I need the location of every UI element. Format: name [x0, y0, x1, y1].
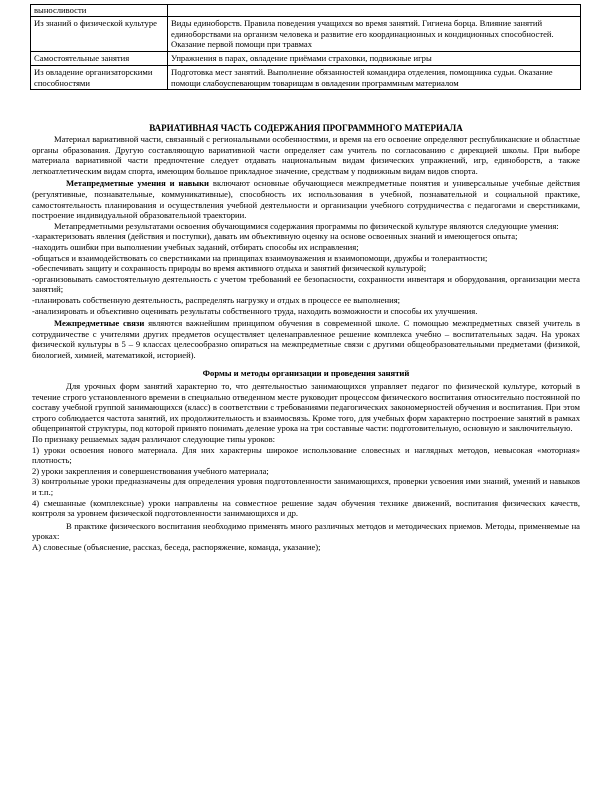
table-row [31, 17, 581, 52]
list-item: -организовывать самостоятельную деятельность с учетом требований ее безопасности, сохранности инвентаря и оборудования, организации места занятий; [32, 273, 580, 295]
list-item: 1) уроки освоения нового материала. Для них характерны широкое использование словесных и наглядных методов, невысокая «моторная» плотность; [32, 444, 580, 466]
list-item: -находить ошибки при выполнении учебных заданий, отбирать способы их исправления; [32, 241, 359, 252]
meta-skills-text: включают основные обучающиеся межпредметные понятия и универсальные учебные действия (регулятивные, познавательные, коммуникативные), способность их использования в учебной, познавательной и социальной практике, самостоятельность планирования и осуществления учебной деятельности и организации учебного сотрудничества с педагогами и сверстниками, построение индивидуальной образовательной траектории. [32, 178, 580, 221]
section-title: ВАРИАТИВНАЯ ЧАСТЬ СОДЕРЖАНИЯ ПРОГРАММНОГО МАТЕРИАЛА [149, 123, 463, 133]
list-item: -планировать собственную деятельность, распределять нагрузку и отдых в процессе ее выполнения; [32, 294, 401, 305]
section-cell: Из овладение организаторскими способностями [31, 65, 168, 89]
lesson-types-lead: По признаку решаемых задач различают следующие типы уроков: [32, 434, 276, 445]
program-content-table [30, 4, 581, 90]
list-item: -обеспечивать защиту и сохранность природы во время активного отдыха и занятий физической культурой; [32, 263, 427, 274]
methods-lead: В практике физического воспитания необходимо применять много различных методов и методических приемов. Методы, применяемые на уроках: [32, 520, 580, 542]
links-term: Межпредметные связи [54, 318, 145, 329]
section-cell: Из знаний о физической культуре [31, 17, 168, 52]
meta-results-lead: Метапредметными результатами освоения обучающимися содержания программы по физической культуре являются следующие умения: [54, 220, 559, 231]
list-item: -общаться и взаимодействовать со сверстниками на принципах взаимоуважения и взаимопомощи, дружбы и толерантности; [32, 252, 488, 263]
content-cell: Упражнения в парах, овладение приёмами страховки, подвижные игры [168, 52, 581, 66]
list-item: 4) смешанные (комплексные) уроки направлены на совместное решение задач обучения технике движений, воспитания физических качеств, контроля за уровнем физической подготовленности занимающихся и др. [32, 497, 580, 519]
table-row [31, 65, 581, 89]
meta-skills-term: Метапредметные умения и навыки [66, 178, 209, 189]
content-cell: Виды единоборств. Правила поведения учащихся во время занятий. Гигиена борца. Влияние занятий единоборствами на организм человека и развитие его координационных и кондиционных способностей. Оказание первой помощи при травмах [168, 17, 581, 52]
forms-paragraph: Для урочных форм занятий характерно то, что деятельностью занимающихся управляет педагог по физической культуре, который в течение строго установленного времени в специально отведенном месте руководит процессом физического воспитания относительно постоянной по составу учебной группой занимающихся (класс) в соответствии с требованиями педагогических закономерностей обучения и воспитания. При этом строго соблюдается частота занятий, их продолжительность и взаимосвязь. Кроме того, для учебных форм характерно построение занятий в рамках общепринятой структуры, под которой принято понимать деление урока на три составные части: подготовительную, основную и заключительную. [32, 381, 580, 434]
list-item: 2) уроки закрепления и совершенствования учебного материала; [32, 465, 269, 476]
links-text: являются важнейшим принципом обучения в современной школе. С помощью межпредметных связей учитель в сотрудничестве с учителями других предметов осуществляет целенаправленное решение комплекса учебно – воспитательных задач. На уроках физической культуры в 5 – 9 классах целесообразно опираться на межпредметные связи с другими общеобразовательными предметами (физикой, биологией, химией, математикой, историей). [32, 318, 581, 360]
list-item: 3) контрольные уроки предназначены для определения уровня подготовленности занимающихся, проверки усвоения ими знаний, умений и навыков и т.п.; [32, 476, 580, 497]
section-cell: выносливости [31, 5, 168, 17]
forms-title: Формы и методы организации и проведения занятий [202, 368, 410, 379]
links-paragraph [32, 318, 580, 360]
document-body [32, 123, 580, 553]
meta-skills-paragraph [32, 178, 580, 220]
table-row [31, 5, 581, 17]
content-cell [168, 5, 581, 17]
list-item: -характеризовать явления (действия и поступки), давать им объективную оценку на основе освоенных знаний и имеющегося опыта; [32, 231, 518, 242]
list-item: -анализировать и объективно оценивать результаты собственного труда, находить возможности и способы их улучшения. [32, 305, 478, 316]
content-cell: Подготовка мест занятий. Выполнение обязанностей командира отделения, помощника судьи. Оказание помощи слабоуспевающим товарищам в овладении программным материалом [168, 65, 581, 89]
list-item: А) словесные (объяснение, рассказ, беседа, распоряжение, команда, указание); [32, 541, 321, 552]
table-row [31, 52, 581, 66]
section-cell: Самостоятельные занятия [31, 52, 168, 66]
intro-paragraph: Материал вариативной части, связанный с региональными особенностями, и время на его освоение определяют республиканские и областные органы образования. Другую составляющую вариативной части определяет сам учитель по согласованию с дирекцией школы. При выборе материала вариативной части предпочтение следует отдавать национальным видам физических упражнений, игр, единоборств, а также легкоатлетическим видам спорта, имеющим большое прикладное значение, средствам у подвижным видам видов спорта. [32, 134, 580, 176]
